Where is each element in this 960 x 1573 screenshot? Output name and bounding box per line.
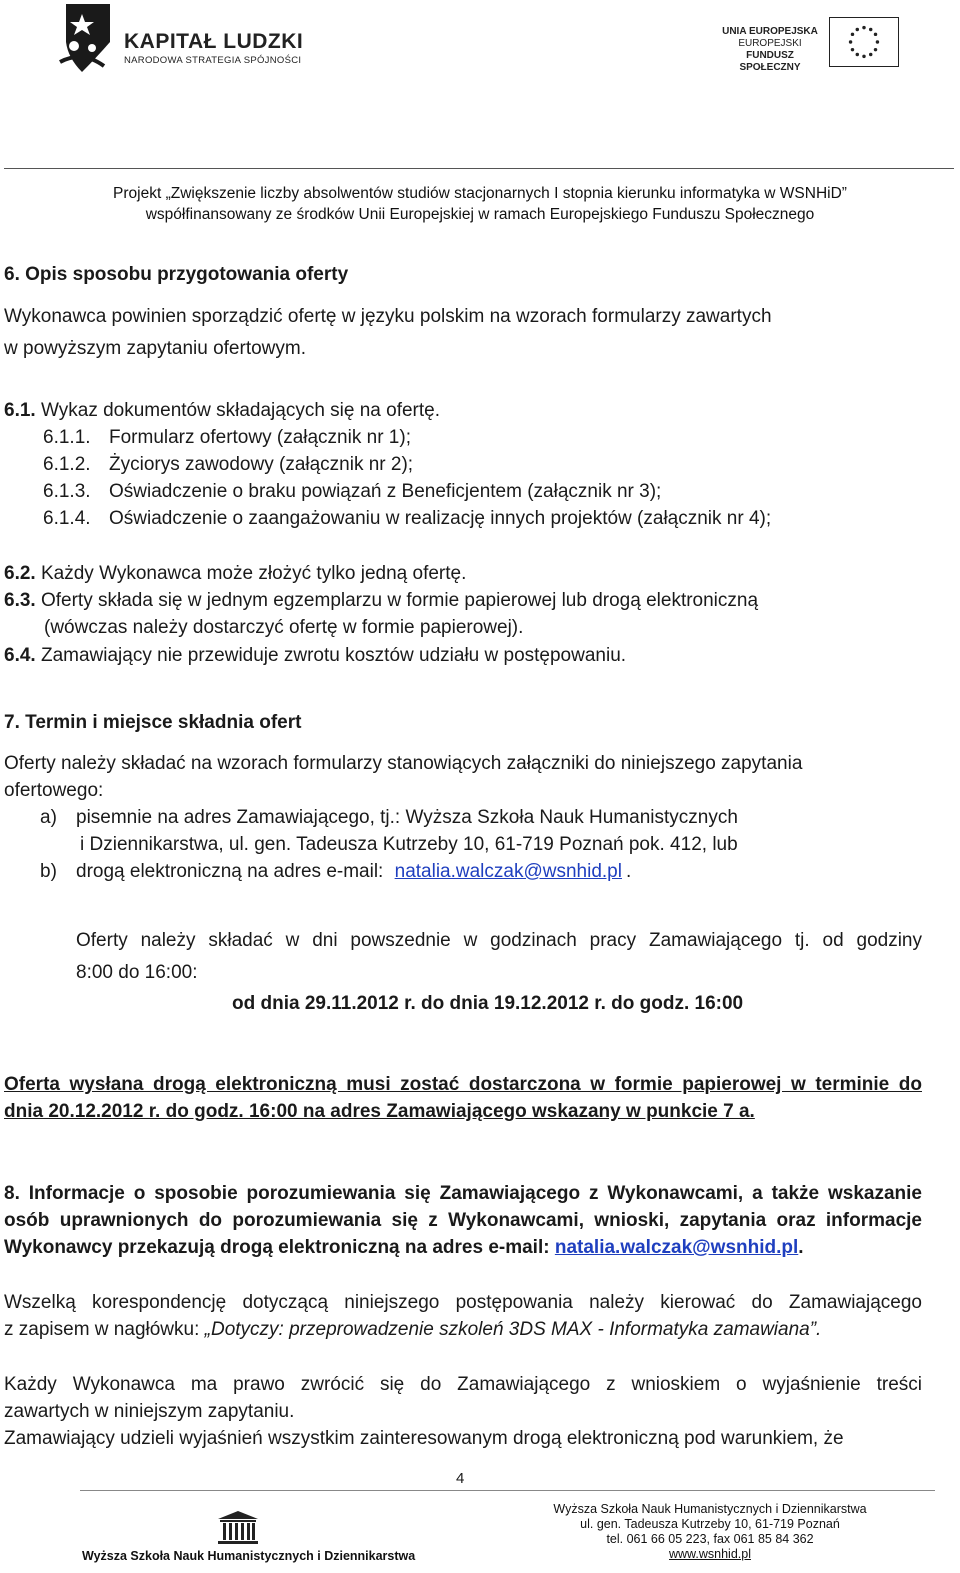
email-link[interactable]: natalia.walczak@wsnhid.pl <box>394 861 622 882</box>
section8-heading-line1: 8. Informacje o sposobie porozumiewania się Zamawiającego z Wykonawcami, a także wskazanie <box>4 1183 922 1204</box>
project-title-line1: Projekt „Zwiększenie liczby absolwentów studiów stacjonarnych I stopnia kierunku informatyka w WSNHiD” <box>113 185 847 202</box>
section6-2: 6.2. Każdy Wykonawca może złożyć tylko jedną ofertę. <box>4 563 467 584</box>
header-divider <box>4 168 954 169</box>
section6-4: 6.4. Zamawiający nie przewiduje zwrotu kosztów udziału w postępowaniu. <box>4 645 627 666</box>
footer-website-link[interactable]: www.wsnhid.pl <box>669 1547 751 1561</box>
option-a-label: a) <box>40 807 57 828</box>
section6-heading: 6. Opis sposobu przygotowania oferty <box>4 264 349 285</box>
option-a-text1: pisemnie na adres Zamawiającego, tj.: Wyższa Szkoła Nauk Humanistycznych <box>76 807 738 828</box>
project-title-line2: współfinansowany ze środków Unii Europejskiej w ramach Europejskiego Funduszu Społecznego <box>145 206 815 223</box>
offer-dates: od dnia 29.11.2012 r. do dnia 19.12.2012 r. do godz. 16:00 <box>232 993 744 1014</box>
section8-heading-line2: osób uprawnionych do porozumiewania się z Wykonawcami, wnioski, zapytania oraz informacje <box>4 1210 922 1231</box>
section6-1 <box>4 400 440 422</box>
hours-line2: 8:00 do 16:00: <box>76 962 198 983</box>
option-a-text2: i Dziennikarstwa, ul. gen. Tadeusza Kutrzeby 10, 61-719 Poznań pok. 412, lub <box>80 834 738 855</box>
section6-3-cont: (wówczas należy dostarczyć ofertę w formie papierowej). <box>44 617 524 638</box>
correspondence-line2: z zapisem w nagłówku: „Dotyczy: przeprowadzenie szkoleń 3DS MAX - Informatyka zamawiana”. <box>4 1319 822 1340</box>
list-item: 6.1.3. Oświadczenie o braku powiązań z Beneficjentem (załącznik nr 3); <box>43 481 662 502</box>
clarification-line1: Każdy Wykonawca ma prawo zwrócić się do Zamawiającego z wnioskiem o wyjaśnienie treści <box>4 1374 922 1395</box>
list-item: 6.1.4. Oświadczenie o zaangażowaniu w realizację innych projektów (załącznik nr 4); <box>43 508 772 529</box>
email-link[interactable]: natalia.walczak@wsnhid.pl <box>554 1237 799 1258</box>
section6-3: 6.3. Oferty składa się w jednym egzemplarzu w formie papierowej lub drogą elektroniczną <box>4 590 759 611</box>
correspondence-line1: Wszelką korespondencję dotyczącą niniejszego postępowania należy kierować do Zamawiającego <box>4 1292 922 1313</box>
footer-school: Wyższa Szkoła Nauk Humanistycznych i Dziennikarstwa <box>553 1502 867 1516</box>
section7-heading: 7. Termin i miejsce składnia ofert <box>4 712 302 733</box>
eu-flag-icon <box>829 17 899 67</box>
section-number: 6.1. <box>4 400 36 421</box>
notice-line1: Oferta wysłana drogą elektroniczną musi zostać dostarczona w formie papierowej w terminie do <box>4 1074 922 1095</box>
section6-intro-line2: w powyższym zapytaniu ofertowym. <box>4 338 306 359</box>
section7-intro-line2: ofertowego: <box>4 780 104 801</box>
section8-heading-line3: Wykonawcy przekazują drogą elektroniczną na adres e-mail: natalia.walczak@wsnhid.pl. <box>4 1237 804 1258</box>
clarification-line3: Zamawiający udzieli wyjaśnień wszystkim zainteresowanym drogą elektroniczną pod warunkiem, że <box>4 1428 844 1449</box>
notice-line2: dnia 20.12.2012 r. do godz. 16:00 na adres Zamawiającego wskazany w punkcie 7 a. <box>4 1101 755 1122</box>
school-building-icon <box>216 1510 260 1546</box>
kapital-ludzki-logo <box>52 2 122 78</box>
section-text: Wykaz dokumentów składających się na ofertę. <box>40 400 441 421</box>
option-b-label: b) <box>40 861 57 882</box>
section6-intro-line1: Wykonawca powinien sporządzić ofertę w języku polskim na wzorach formularzy zawartych <box>4 306 772 327</box>
footer-phone: tel. 061 66 05 223, fax 061 85 84 362 <box>606 1532 814 1546</box>
eu-label: UNIA EUROPEJSKA EUROPEJSKI FUNDUSZ SPOŁECZNY <box>722 26 818 73</box>
kapital-ludzki-subtitle: NARODOWA STRATEGIA SPÓJNOŚCI <box>124 55 302 66</box>
footer-address: ul. gen. Tadeusza Kutrzeby 10, 61-719 Poznań <box>580 1517 840 1531</box>
page-number: 4 <box>456 1470 465 1487</box>
footer-divider <box>80 1490 935 1491</box>
clarification-line2: zawartych w niniejszym zapytaniu. <box>4 1401 295 1422</box>
kapital-ludzki-title: KAPITAŁ LUDZKI <box>124 30 304 53</box>
footer-school-name: Wyższa Szkoła Nauk Humanistycznych i Dziennikarstwa <box>82 1549 416 1563</box>
list-item: 6.1.2. Życiorys zawodowy (załącznik nr 2); <box>43 454 414 475</box>
option-b: drogą elektroniczną na adres e-mail: natalia.walczak@wsnhid.pl . <box>76 861 632 882</box>
list-item: 6.1.1. Formularz ofertowy (załącznik nr 1); <box>43 427 411 448</box>
hours-line1: Oferty należy składać w dni powszednie w godzinach pracy Zamawiającego tj. od godziny <box>76 930 922 951</box>
section7-intro-line1: Oferty należy składać na wzorach formularzy stanowiących załączniki do niniejszego zapytania <box>4 753 803 774</box>
